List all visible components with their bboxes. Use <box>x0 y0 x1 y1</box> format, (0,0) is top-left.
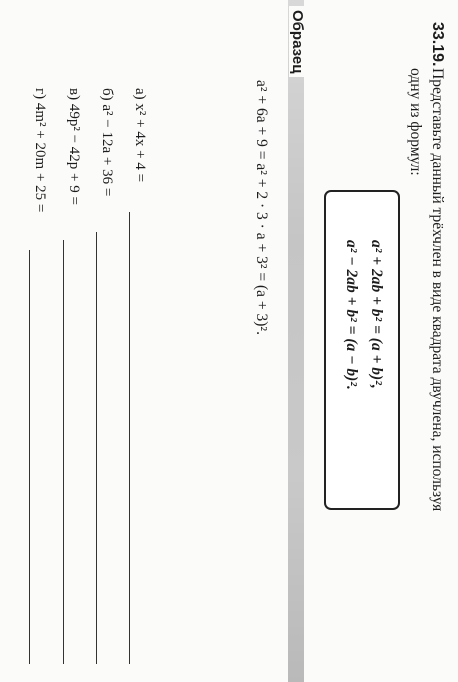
answer-line-d[interactable] <box>29 250 30 664</box>
sample-solution: a² + 6a + 9 = a² + 2 · 3 · a + 3² = (a + 3)². <box>253 80 270 335</box>
answer-line-c[interactable] <box>63 240 64 664</box>
formula-sum-square: a² + 2ab + b² = (a + b)², <box>368 240 385 389</box>
sample-header-band <box>288 0 304 682</box>
formula-difference-square: a² − 2ab + b² = (a − b)². <box>343 240 360 390</box>
task-d: г) 4m² + 20m + 25 = <box>32 88 48 213</box>
answer-line-a[interactable] <box>129 212 130 664</box>
exercise-prompt-line2: одну из формул: <box>407 68 424 176</box>
sample-label: Образец <box>289 6 306 77</box>
exercise-number: 33.19. <box>429 22 446 67</box>
task-b: б) a² − 12a + 36 = <box>99 88 115 197</box>
task-c: в) 49p² − 42p + 9 = <box>66 88 82 205</box>
exercise-prompt-line1: Представьте данный трёхчлен в виде квадрата двучлена, используя <box>429 68 446 512</box>
answer-line-b[interactable] <box>96 232 97 664</box>
task-a: а) x² + 4x + 4 = <box>132 88 148 183</box>
formula-box <box>324 190 400 510</box>
